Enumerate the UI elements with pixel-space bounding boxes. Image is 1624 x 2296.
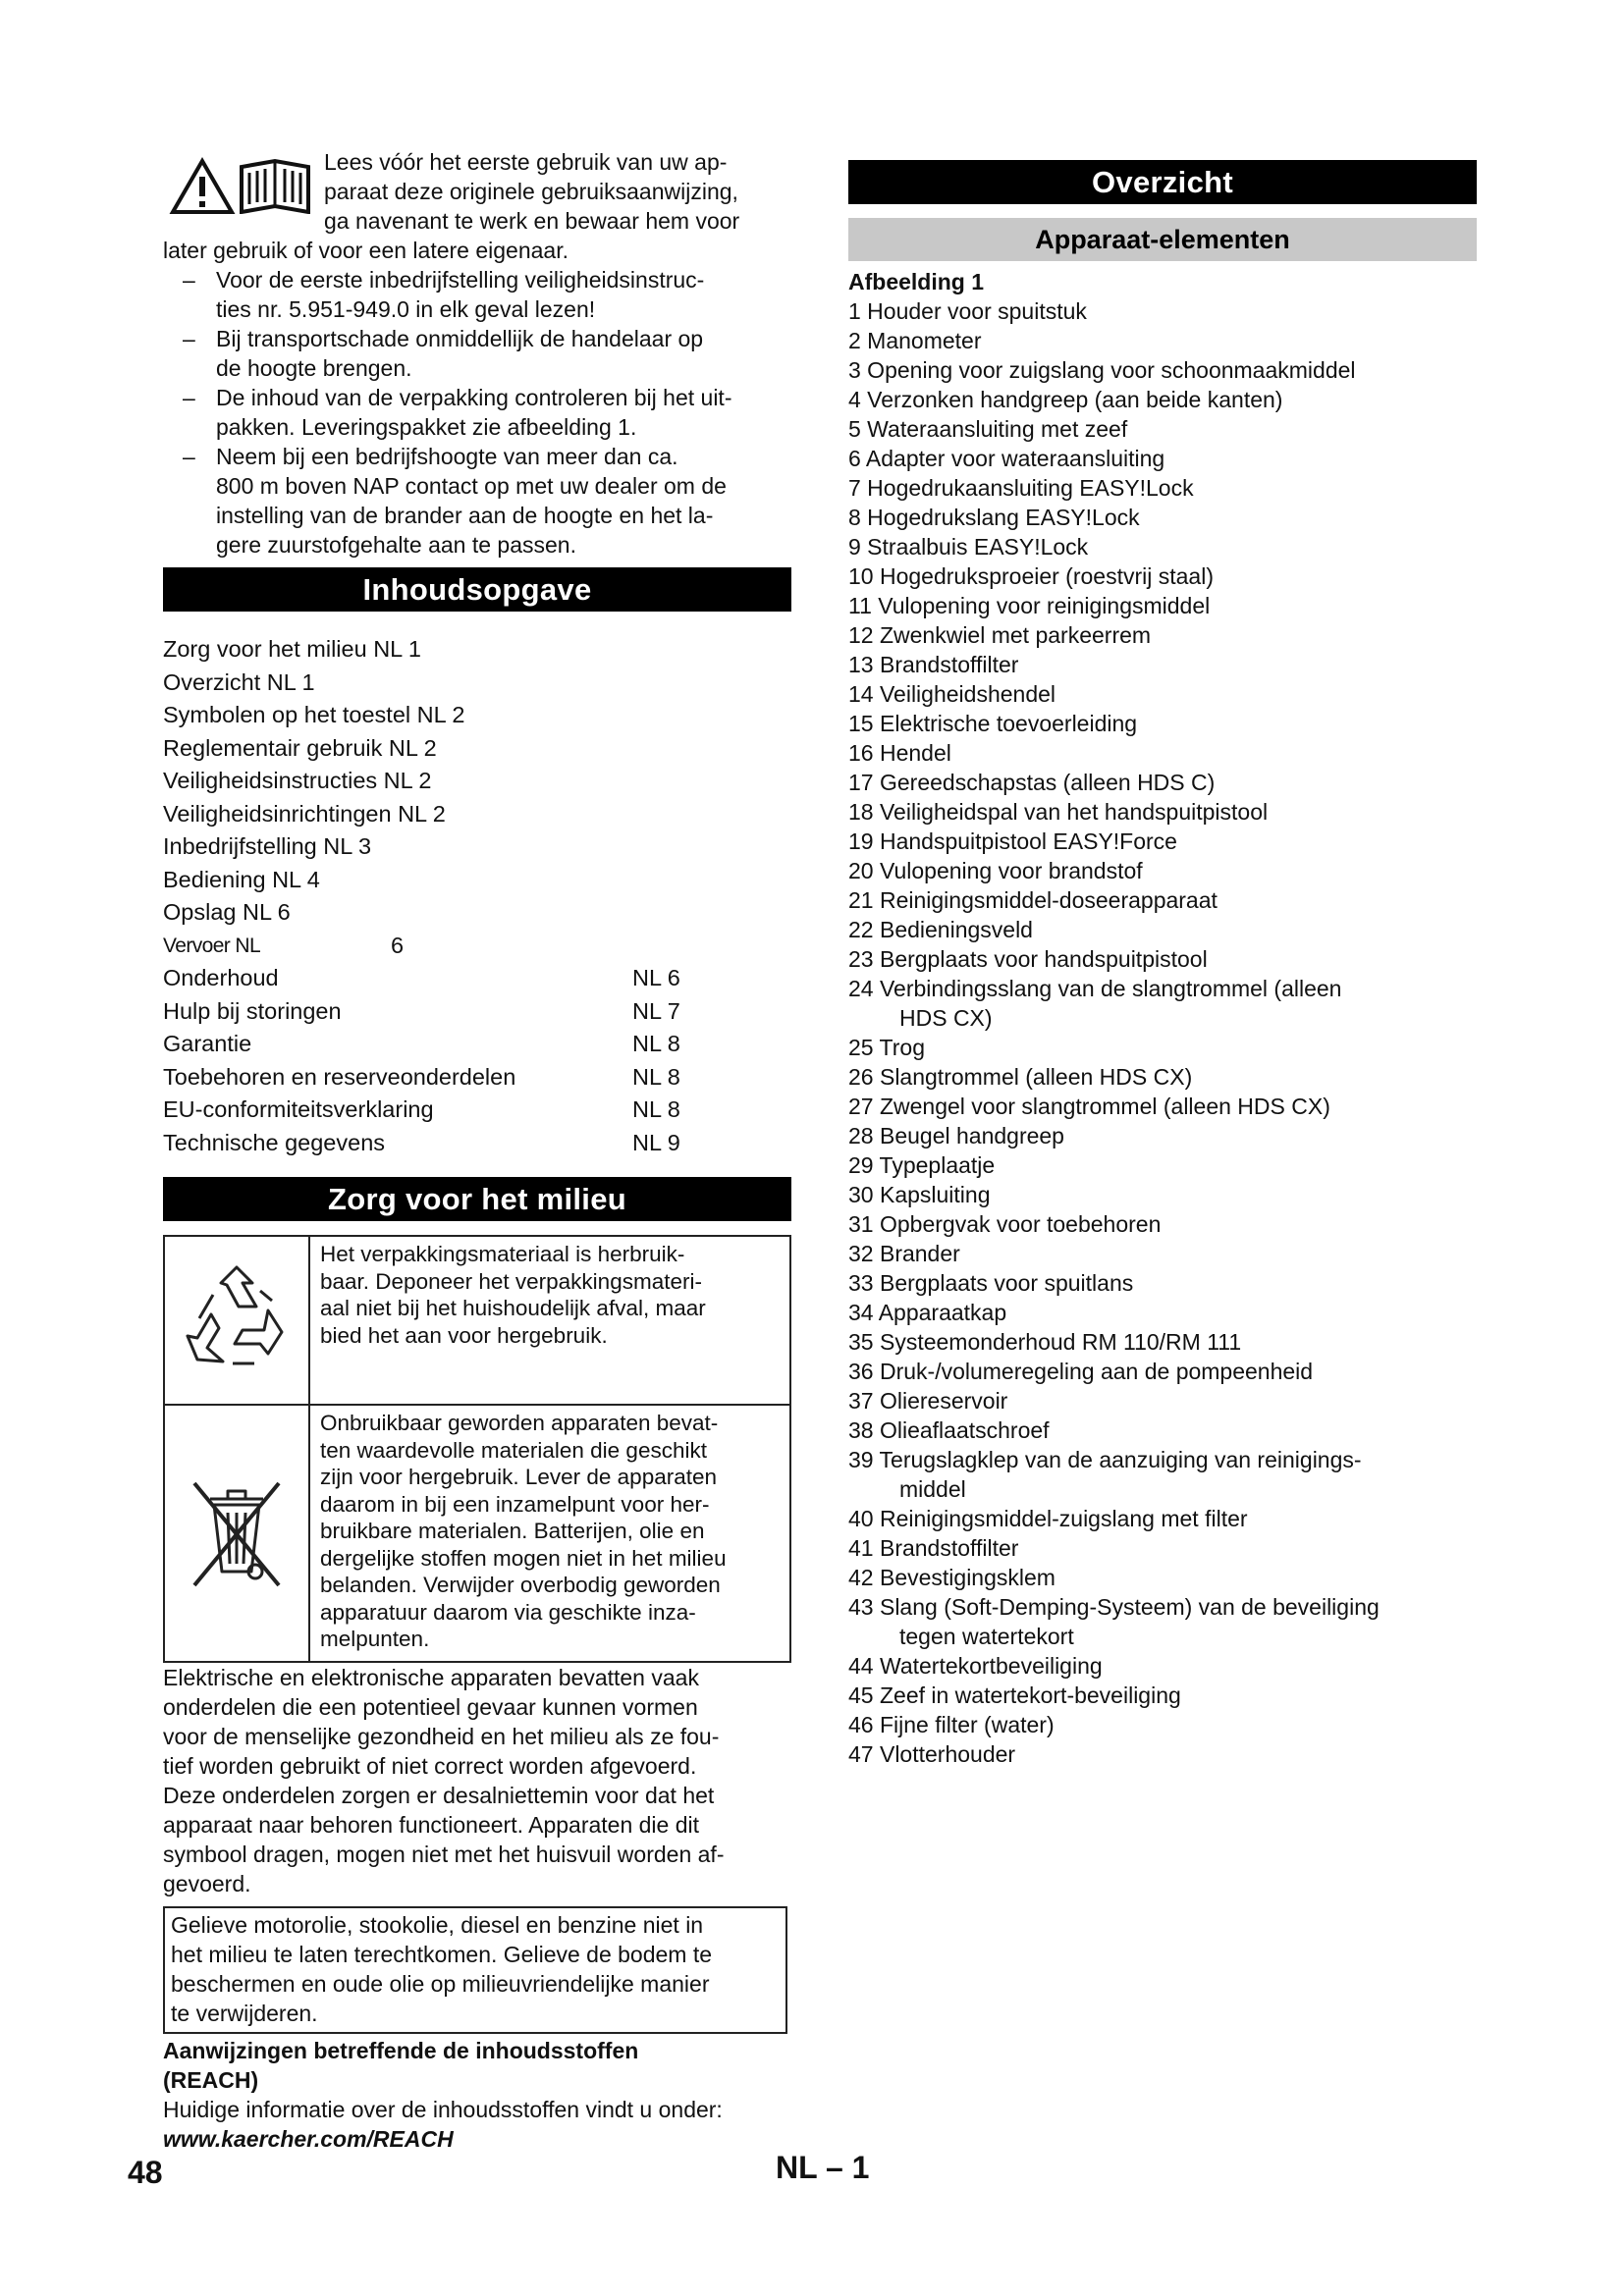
component-line: 46 Fijne filter (water) (848, 1712, 1055, 1737)
component-line: 12 Zwenkwiel met parkeerrem (848, 622, 1152, 648)
text-line: Het verpakkingsmateriaal is herbruik- (320, 1242, 685, 1266)
reach-heading (163, 2036, 791, 2095)
component-item (848, 827, 1477, 856)
component-item (848, 679, 1477, 709)
component-line: 29 Typeplaatje (848, 1152, 996, 1178)
component-line: 40 Reinigingsmiddel-zuigslang met filter (848, 1506, 1248, 1531)
text-line: ten waardevolle materialen die geschikt (320, 1437, 707, 1463)
toc-item-page: NL 8 (632, 1031, 680, 1056)
component-line: 1 Houder voor spuitstuk (848, 298, 1087, 324)
component-line: 43 Slang (Soft-Demping-Systeem) van de beveiliging (848, 1594, 1380, 1620)
text-line: baar. Deponeer het verpakkingsmateri- (320, 1268, 702, 1294)
toc-item (163, 1028, 791, 1061)
component-item (848, 885, 1477, 915)
text-line: voor de menselijke gezondheid en het milieu als ze fou- (163, 1723, 720, 1749)
intro-bullets (163, 265, 791, 560)
toc-item-name: Zorg voor het milieu NL 1 (163, 636, 421, 662)
component-line: 15 Elektrische toevoerleiding (848, 711, 1138, 736)
text-line: het milieu te laten terechtkomen. Gelieve de bodem te (171, 1941, 713, 1967)
warning-manual-icon (169, 157, 314, 214)
page-number: 48 (128, 2155, 163, 2190)
component-item (848, 561, 1477, 591)
text-line: dergelijke stoffen mogen niet in het milieu (320, 1545, 727, 1571)
component-item (848, 296, 1477, 326)
recycle-row (165, 1237, 789, 1404)
bin-text (310, 1406, 732, 1661)
component-item (848, 620, 1477, 650)
toc-item-name: Inbedrijfstelling NL 3 (163, 833, 372, 859)
component-item (848, 1092, 1477, 1121)
component-item (848, 1710, 1477, 1739)
overview-heading: Overzicht (848, 160, 1477, 204)
component-line: tegen watertekort (899, 1624, 1074, 1649)
text-line: aal niet bij het huishoudelijk afval, maar (320, 1296, 706, 1320)
component-item (848, 1268, 1477, 1298)
toc-item-page: NL 6 (632, 965, 680, 990)
text-line: gevoerd. (163, 1870, 251, 1896)
component-line: 24 Verbindingsslang van de slangtrommel (alleen (848, 976, 1342, 1001)
component-item (848, 1651, 1477, 1681)
bullet-item: – Bij transportschade onmiddellijk de handelaar op de hoogte brengen. (183, 326, 704, 381)
component-item (848, 1739, 1477, 1769)
toc-heading: Inhoudsopgave (163, 567, 791, 612)
component-item (848, 650, 1477, 679)
component-item (848, 591, 1477, 620)
toc-item-name: Technische gegevens (163, 1129, 386, 1155)
text-line: onderdelen die een potentieel gevaar kunnen vormen (163, 1693, 698, 1720)
component-line: 11 Vulopening voor reinigingsmiddel (848, 593, 1211, 618)
recycle-icon (178, 1261, 296, 1379)
component-item (848, 1298, 1477, 1327)
toc-item (163, 995, 791, 1029)
component-line: 13 Brandstoffilter (848, 652, 1019, 677)
component-item (848, 1209, 1477, 1239)
component-line: 21 Reinigingsmiddel-doseerapparaat (848, 887, 1218, 913)
electrical-paragraph (163, 1663, 791, 1898)
toc-item-name: Hulp bij storingen (163, 997, 342, 1024)
component-item (848, 532, 1477, 561)
text-line: Gelieve motorolie, stookolie, diesel en benzine niet in (171, 1911, 704, 1938)
bullet-item: – Neem bij een bedrijfshoogte van meer dan ca. 800 m boven NAP contact op met uw dealer om de instelling van de brander aan de hoogte en het la- gere zuurstofgehalte aan te passen. (183, 444, 727, 558)
environment-heading: Zorg voor het milieu (163, 1177, 791, 1221)
component-item (848, 1504, 1477, 1533)
component-line: 31 Opbergvak voor toebehoren (848, 1211, 1162, 1237)
recycle-icon-cell (165, 1237, 310, 1404)
toc-item (163, 699, 791, 732)
toc-item (163, 732, 791, 766)
component-item (848, 1327, 1477, 1357)
component-item (848, 797, 1477, 827)
toc-item-name: EU-conformiteitsverklaring (163, 1096, 434, 1122)
toc-item-name: Symbolen op het toestel NL 2 (163, 702, 465, 727)
text-line: zijn voor hergebruik. Lever de apparaten (320, 1465, 718, 1489)
bullet-item: – Voor de eerste inbedrijfstelling veiligheidsinstruc- ties nr. 5.951-949.0 in elk geval lezen! (183, 267, 705, 322)
component-item (848, 1180, 1477, 1209)
text-line: bied het aan voor hergebruik. (320, 1322, 608, 1348)
bin-row (165, 1404, 789, 1661)
component-line: 26 Slangtrommel (alleen HDS CX) (848, 1064, 1193, 1090)
text-line: daarom in bij een inzamelpunt voor her- (320, 1491, 710, 1517)
component-item (848, 1533, 1477, 1563)
component-item (848, 444, 1477, 473)
component-line: 38 Olieaflaatschroef (848, 1417, 1050, 1443)
component-line: 9 Straalbuis EASY!Lock (848, 534, 1089, 560)
component-item (848, 473, 1477, 503)
component-line: 27 Zwengel voor slangtrommel (alleen HDS CX) (848, 1094, 1330, 1119)
text-line: bruikbare materialen. Batterijen, olie en (320, 1519, 705, 1543)
component-line: 30 Kapsluiting (848, 1182, 991, 1207)
component-line: 7 Hogedrukaansluiting EASY!Lock (848, 475, 1194, 501)
component-item (848, 856, 1477, 885)
component-line: 23 Bergplaats voor handspuitpistool (848, 946, 1208, 972)
text-line: te verwijderen. (171, 2000, 318, 2026)
component-line: 4 Verzonken handgreep (aan beide kanten) (848, 387, 1283, 412)
component-line: 3 Opening voor zuigslang voor schoonmaakmiddel (848, 357, 1356, 383)
component-line: 33 Bergplaats voor spuitlans (848, 1270, 1134, 1296)
component-item (848, 1121, 1477, 1150)
component-line: 44 Watertekortbeveiliging (848, 1653, 1103, 1679)
component-item (848, 1357, 1477, 1386)
toc-item (163, 798, 791, 831)
toc-item (163, 667, 791, 700)
toc-item-name: Reglementair gebruik NL 2 (163, 734, 437, 761)
toc-item (163, 930, 791, 963)
component-line: 10 Hogedruksproeier (roestvrij staal) (848, 563, 1214, 589)
component-item (848, 944, 1477, 974)
crossed-bin-icon (183, 1469, 291, 1597)
component-item (848, 1033, 1477, 1062)
toc-item-name: Onderhoud (163, 965, 279, 990)
reach-text: Huidige informatie over de inhoudsstoffen vindt u onder: (163, 2096, 723, 2122)
component-line: 47 Vlotterhouder (848, 1741, 1016, 1767)
component-line: 28 Beugel handgreep (848, 1123, 1064, 1148)
toc-list (163, 633, 791, 1159)
toc-item-name: Opslag NL 6 (163, 899, 291, 925)
component-item (848, 1239, 1477, 1268)
toc-item (163, 1094, 791, 1127)
component-line: 45 Zeef in watertekort-beveiliging (848, 1682, 1181, 1708)
component-line: 36 Druk-/volumeregeling aan de pompeenheid (848, 1359, 1314, 1384)
toc-item-name: Toebehoren en reserveonderdelen (163, 1063, 516, 1090)
right-column (848, 147, 1477, 1769)
component-item (848, 385, 1477, 414)
toc-item (163, 830, 791, 864)
text-line: Elektrische en elektronische apparaten bevatten vaak (163, 1664, 699, 1690)
toc-item-page: NL 9 (632, 1129, 680, 1155)
text-line: belanden. Verwijder overbodig geworden (320, 1573, 721, 1597)
component-line: 42 Bevestigingsklem (848, 1565, 1056, 1590)
recycle-text (310, 1237, 712, 1404)
toc-item-page: NL 8 (632, 1096, 680, 1122)
text-line: Deze onderdelen zorgen er desalniettemin voor dat het (163, 1782, 715, 1808)
component-item (848, 768, 1477, 797)
component-line: 34 Apparaatkap (848, 1300, 1007, 1325)
component-item (848, 355, 1477, 385)
text-line: Onbruikbaar geworden apparaten bevat- (320, 1411, 719, 1435)
components-list (848, 296, 1477, 1769)
component-item (848, 915, 1477, 944)
text-line: symbool dragen, mogen niet met het huisvuil worden af- (163, 1841, 725, 1867)
toc-item (163, 962, 791, 995)
intro-line: paraat deze originele gebruiksaanwijzing, (324, 179, 738, 204)
text-line: beschermen en oude olie op milieuvriendelijke manier (171, 1970, 710, 1997)
toc-item-name: Overzicht NL 1 (163, 668, 315, 695)
component-item (848, 503, 1477, 532)
toc-item-page: NL 7 (632, 997, 680, 1024)
toc-item (163, 864, 791, 897)
component-line: 14 Veiligheidshendel (848, 681, 1056, 707)
component-item (848, 1563, 1477, 1592)
toc-item-name: Garantie (163, 1031, 252, 1056)
component-item (848, 1386, 1477, 1415)
component-line: 22 Bedieningsveld (848, 917, 1033, 942)
component-item (848, 326, 1477, 355)
bin-icon-cell (165, 1406, 310, 1661)
bullet-item: – De inhoud van de verpakking controleren bij het uit- pakken. Leveringspakket zie afbeelding 1. (183, 385, 732, 440)
component-line: 20 Vulopening voor brandstof (848, 858, 1143, 883)
component-line: 37 Oliereservoir (848, 1388, 1008, 1414)
toc-item (163, 1127, 791, 1160)
component-line: 39 Terugslagklep van de aanzuiging van reinigings- (848, 1447, 1362, 1472)
reach-link[interactable]: www.kaercher.com/REACH (163, 2125, 454, 2152)
component-line: 25 Trog (848, 1035, 925, 1060)
component-item (848, 1150, 1477, 1180)
toc-item-name: Bediening NL 4 (163, 866, 320, 892)
component-item (848, 1681, 1477, 1710)
component-item (848, 1415, 1477, 1445)
text-line: apparatuur daarom via geschikte inza- (320, 1599, 696, 1625)
component-line: 35 Systeemonderhoud RM 110/RM 111 (848, 1329, 1242, 1355)
component-item (848, 1062, 1477, 1092)
component-line: 17 Gereedschapstas (alleen HDS C) (848, 770, 1216, 795)
component-item (848, 1445, 1477, 1504)
text-line: (REACH) (163, 2066, 259, 2093)
text-line: apparaat naar behoren functioneert. Apparaten die dit (163, 1811, 700, 1838)
toc-item-name: Veiligheidsinstructies NL 2 (163, 768, 432, 793)
component-line: 41 Brandstoffilter (848, 1535, 1019, 1561)
component-line: 2 Manometer (848, 328, 982, 353)
component-item (848, 738, 1477, 768)
toc-item-page: 6 (391, 932, 405, 958)
component-line: 6 Adapter voor wateraansluiting (848, 446, 1165, 471)
text-line: Aanwijzingen betreffende de inhoudsstoffen (163, 2037, 639, 2063)
toc-item (163, 896, 791, 930)
component-line: 32 Brander (848, 1241, 960, 1266)
environment-table (163, 1235, 791, 1663)
text-line: tief worden gebruikt of niet correct worden afgevoerd. (163, 1752, 697, 1779)
component-line: 8 Hogedrukslang EASY!Lock (848, 505, 1140, 530)
left-column (163, 147, 791, 2154)
component-line: 5 Wateraansluiting met zeef (848, 416, 1128, 442)
toc-item (163, 633, 791, 667)
component-item (848, 414, 1477, 444)
oil-notice-box (163, 1906, 787, 2034)
intro-line: ga navenant te werk en bewaar hem voor (324, 208, 740, 234)
component-line: middel (899, 1476, 966, 1502)
text-line: melpunten. (320, 1627, 430, 1651)
section-page: NL – 1 (776, 2150, 870, 2185)
toc-item-page: NL 8 (632, 1063, 680, 1090)
component-item (848, 709, 1477, 738)
component-line: 19 Handspuitpistool EASY!Force (848, 828, 1177, 854)
figure-label: Afbeelding 1 (848, 269, 985, 294)
components-subheading: Apparaat-elementen (848, 218, 1477, 261)
intro-line: Lees vóór het eerste gebruik van uw ap- (324, 149, 728, 175)
component-line: 18 Veiligheidspal van het handspuitpistool (848, 799, 1269, 825)
intro-line: later gebruik of voor een latere eigenaar. (163, 238, 568, 263)
toc-item-name: Vervoer NL (163, 934, 261, 957)
component-line: 16 Hendel (848, 740, 951, 766)
component-item (848, 1592, 1477, 1651)
toc-item-name: Veiligheidsinrichtingen NL 2 (163, 800, 446, 827)
component-item (848, 974, 1477, 1033)
toc-item (163, 1061, 791, 1095)
component-line: HDS CX) (899, 1005, 993, 1031)
toc-item (163, 765, 791, 798)
intro-section (163, 147, 791, 560)
